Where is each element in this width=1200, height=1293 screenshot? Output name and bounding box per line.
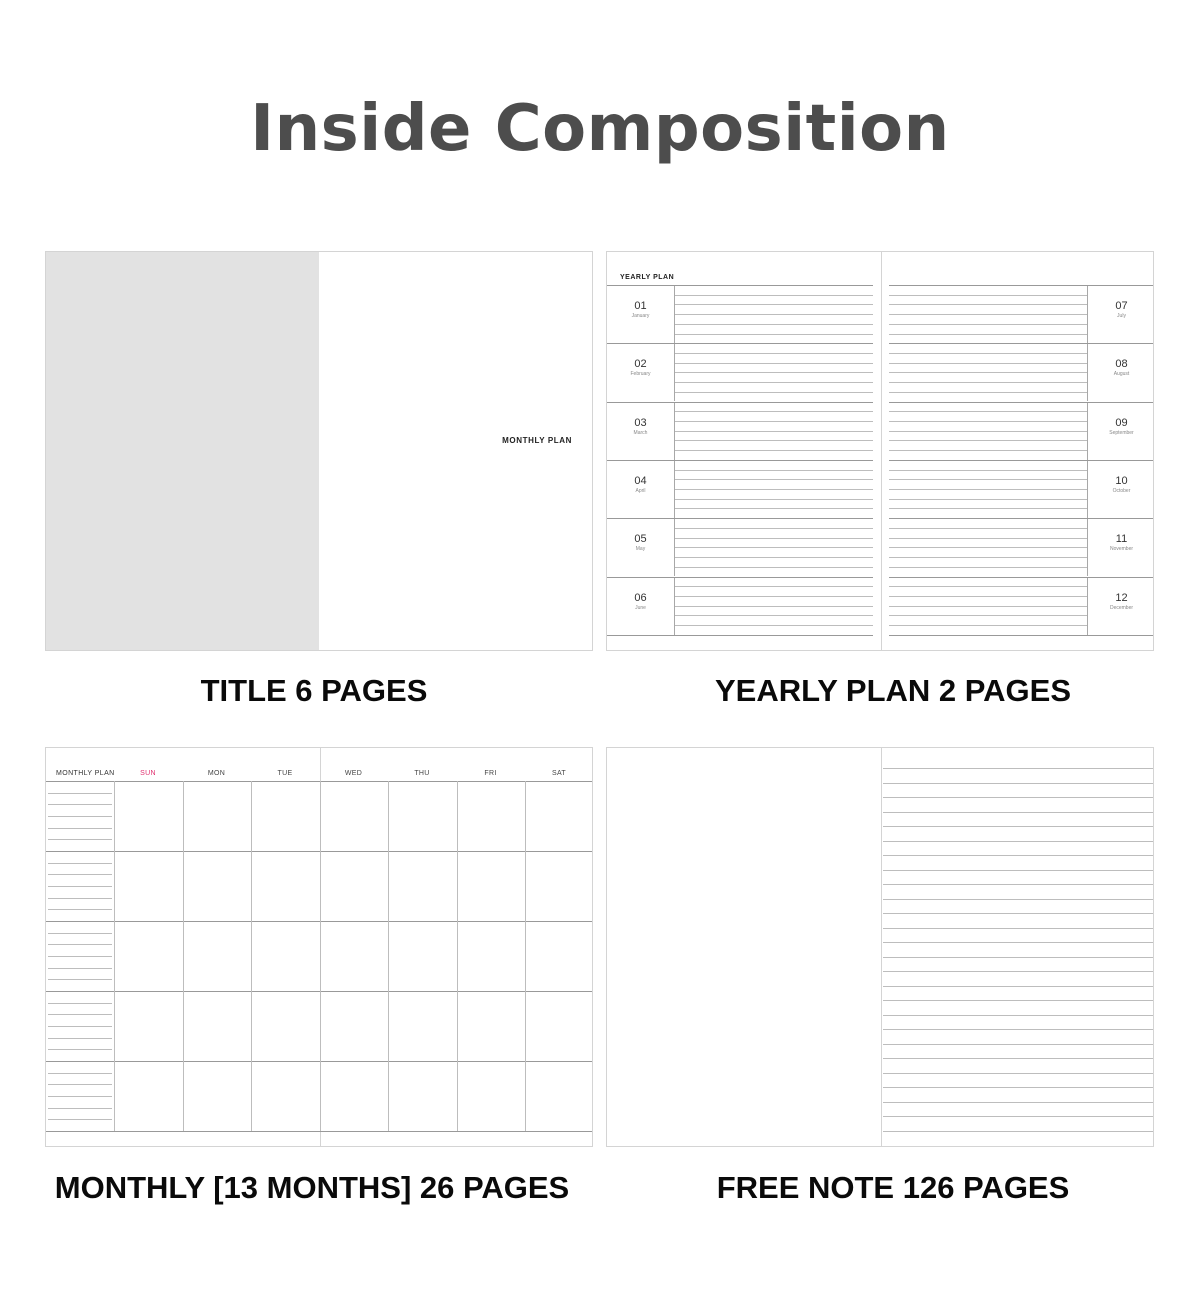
rule-line: [675, 382, 873, 383]
month-number: 10: [1115, 474, 1128, 487]
month-number: 05: [634, 533, 647, 546]
rule-line: [889, 606, 1087, 607]
rule-line: [675, 547, 873, 548]
rule-line: [883, 884, 1154, 885]
month-number: 02: [634, 358, 647, 371]
row-border: [889, 402, 1154, 403]
rule-line: [889, 440, 1087, 441]
rule-line: [889, 557, 1087, 558]
month-name: June: [635, 604, 646, 611]
rule-line: [889, 479, 1087, 480]
week-border: [46, 1131, 593, 1132]
side-rule-line: [48, 793, 112, 794]
side-rule-line: [48, 1096, 112, 1097]
rule-line: [883, 1044, 1154, 1045]
side-rule-line: [48, 804, 112, 805]
rule-line: [889, 547, 1087, 548]
weekday-thu: THU: [414, 770, 430, 777]
row-border: [607, 577, 873, 578]
row-border: [889, 460, 1154, 461]
rule-line: [889, 625, 1087, 626]
month-name: October: [1112, 487, 1131, 494]
rule-line: [675, 392, 873, 393]
rule-line: [889, 392, 1087, 393]
rule-line: [889, 304, 1087, 305]
rule-line: [883, 797, 1154, 798]
side-rule-line: [48, 1108, 112, 1109]
month-cell: [607, 402, 675, 460]
title-page-label: MONTHLY PLAN: [502, 436, 572, 445]
rule-line: [883, 971, 1154, 972]
weekday-tue: TUE: [277, 770, 293, 777]
month-cell: [1087, 402, 1154, 460]
weekday-sat: SAT: [552, 770, 566, 777]
month-number: 07: [1115, 300, 1128, 312]
rule-line: [883, 1029, 1154, 1030]
month-name: January: [631, 313, 650, 319]
month-number: 04: [634, 474, 647, 487]
month-cell: [607, 577, 675, 635]
rule-line: [889, 596, 1087, 597]
rule-line: [675, 499, 873, 500]
month-number: 06: [634, 591, 647, 604]
rule-line: [883, 826, 1154, 827]
month-name: May: [635, 546, 646, 553]
side-rule-line: [48, 1026, 112, 1027]
rule-line: [675, 586, 873, 587]
month-cell: [1087, 460, 1154, 518]
row-border: [889, 635, 1154, 636]
rule-line: [675, 431, 873, 432]
rule-line: [675, 450, 873, 451]
rule-line: [889, 499, 1087, 500]
title-cover-gray: [46, 252, 319, 650]
rule-line: [889, 382, 1087, 383]
day-column-line: [388, 781, 389, 1131]
month-cell: [607, 460, 675, 518]
day-column-line: [525, 781, 526, 1131]
day-column-line: [183, 781, 184, 1131]
rule-line: [889, 586, 1087, 587]
month-name: December: [1109, 604, 1134, 611]
row-border: [607, 402, 873, 403]
rule-line: [883, 1116, 1154, 1117]
month-name: March: [633, 429, 648, 436]
rule-line: [883, 1087, 1154, 1088]
rule-line: [675, 508, 873, 509]
spread-divider: [881, 252, 882, 650]
month-name: August: [1113, 371, 1130, 378]
rule-line: [675, 295, 873, 296]
row-border: [889, 518, 1154, 519]
rule-line: [883, 783, 1154, 784]
month-number: 08: [1115, 358, 1128, 371]
rule-line: [675, 353, 873, 354]
rule-line: [889, 334, 1087, 335]
rule-line: [883, 812, 1154, 813]
month-name: November: [1109, 546, 1134, 553]
rule-line: [675, 606, 873, 607]
monthly-caption: MONTHLY [13 MONTHS] 26 PAGES: [54, 1170, 570, 1205]
month-cell: [1087, 285, 1154, 343]
side-rule-line: [48, 956, 112, 957]
side-rule-line: [48, 944, 112, 945]
rule-line: [889, 508, 1087, 509]
side-rule-line: [48, 1003, 112, 1004]
rule-line: [675, 625, 873, 626]
rule-line: [883, 957, 1154, 958]
month-number: 11: [1115, 533, 1128, 546]
rule-line: [675, 363, 873, 364]
month-cell: [1087, 343, 1154, 401]
weekday-fri: FRI: [484, 770, 497, 777]
rule-line: [675, 489, 873, 490]
free-note-preview: [606, 747, 1154, 1147]
rule-line: [675, 314, 873, 315]
rule-line: [675, 304, 873, 305]
rule-line: [883, 1131, 1154, 1132]
rule-line: [883, 928, 1154, 929]
monthly-plan-preview: [45, 747, 593, 1147]
side-rule-line: [48, 886, 112, 887]
weekday-mon: MON: [207, 770, 226, 777]
side-rule-line: [48, 1119, 112, 1120]
monthly-plan-label: MONTHLY PLAN: [56, 770, 115, 777]
title-pages-preview: [45, 251, 593, 651]
rule-line: [883, 855, 1154, 856]
side-rule-line: [48, 863, 112, 864]
rule-line: [889, 470, 1087, 471]
rule-line: [883, 942, 1154, 943]
rule-line: [675, 334, 873, 335]
rule-line: [675, 372, 873, 373]
month-name: September: [1109, 429, 1134, 436]
month-name: April: [635, 487, 646, 494]
side-rule-line: [48, 898, 112, 899]
rule-line: [675, 470, 873, 471]
rule-line: [675, 615, 873, 616]
rule-line: [889, 489, 1087, 490]
day-column-line: [114, 781, 115, 1131]
weekday-wed: WED: [344, 770, 363, 777]
rule-line: [889, 431, 1087, 432]
rule-line: [883, 768, 1154, 769]
row-border: [607, 518, 873, 519]
rule-line: [883, 1000, 1154, 1001]
month-cell: [607, 343, 675, 401]
title-pages-caption: TITLE 6 PAGES: [200, 673, 428, 708]
row-border: [889, 343, 1154, 344]
side-rule-line: [48, 968, 112, 969]
rule-line: [883, 1015, 1154, 1016]
yearly-plan-label: YEARLY PLAN: [620, 274, 675, 281]
rule-line: [889, 615, 1087, 616]
side-rule-line: [48, 1014, 112, 1015]
rule-line: [883, 986, 1154, 987]
yearly-plan-preview: [606, 251, 1154, 651]
day-column-line: [457, 781, 458, 1131]
page-title: Inside Composition: [250, 92, 950, 166]
month-number: 09: [1115, 416, 1128, 429]
side-rule-line: [48, 979, 112, 980]
side-rule-line: [48, 1038, 112, 1039]
month-cell: [607, 285, 675, 343]
day-column-line: [251, 781, 252, 1131]
rule-line: [889, 421, 1087, 422]
rule-line: [889, 528, 1087, 529]
row-border: [607, 635, 873, 636]
rule-line: [675, 557, 873, 558]
month-name: July: [1117, 313, 1126, 319]
month-number: 12: [1115, 591, 1128, 604]
month-number: 03: [634, 416, 647, 429]
side-rule-line: [48, 874, 112, 875]
rule-line: [675, 440, 873, 441]
row-border: [607, 343, 873, 344]
rule-line: [889, 324, 1087, 325]
month-cell: [1087, 577, 1154, 635]
rule-line: [889, 538, 1087, 539]
month-cell: [607, 518, 675, 576]
rule-line: [883, 1102, 1154, 1103]
free-note-caption: FREE NOTE 126 PAGES: [716, 1170, 1070, 1205]
rule-line: [675, 567, 873, 568]
rule-line: [889, 363, 1087, 364]
side-rule-line: [48, 828, 112, 829]
row-border: [889, 285, 1154, 286]
row-border: [889, 577, 1154, 578]
rule-line: [883, 899, 1154, 900]
rule-line: [883, 1058, 1154, 1059]
side-rule-line: [48, 1073, 112, 1074]
rule-line: [883, 841, 1154, 842]
rule-line: [883, 913, 1154, 914]
rule-line: [889, 353, 1087, 354]
weekday-sun: SUN: [140, 770, 156, 777]
month-cell: [1087, 518, 1154, 576]
row-border: [607, 460, 873, 461]
rule-line: [889, 314, 1087, 315]
rule-line: [675, 596, 873, 597]
yearly-plan-caption: YEARLY PLAN 2 PAGES: [714, 673, 1072, 708]
rule-line: [675, 421, 873, 422]
rule-line: [889, 372, 1087, 373]
rule-line: [883, 870, 1154, 871]
side-rule-line: [48, 1084, 112, 1085]
rule-line: [675, 324, 873, 325]
spread-divider: [881, 748, 882, 1146]
side-rule-line: [48, 839, 112, 840]
rule-line: [889, 411, 1087, 412]
row-border: [607, 285, 873, 286]
month-number: 01: [634, 300, 647, 312]
rule-line: [889, 450, 1087, 451]
rule-line: [675, 538, 873, 539]
rule-line: [675, 528, 873, 529]
side-rule-line: [48, 816, 112, 817]
rule-line: [675, 479, 873, 480]
side-rule-line: [48, 909, 112, 910]
rule-line: [889, 567, 1087, 568]
rule-line: [889, 295, 1087, 296]
day-column-line: [320, 781, 321, 1131]
rule-line: [883, 1073, 1154, 1074]
side-rule-line: [48, 1049, 112, 1050]
rule-line: [675, 411, 873, 412]
side-rule-line: [48, 933, 112, 934]
month-name: February: [630, 371, 651, 378]
